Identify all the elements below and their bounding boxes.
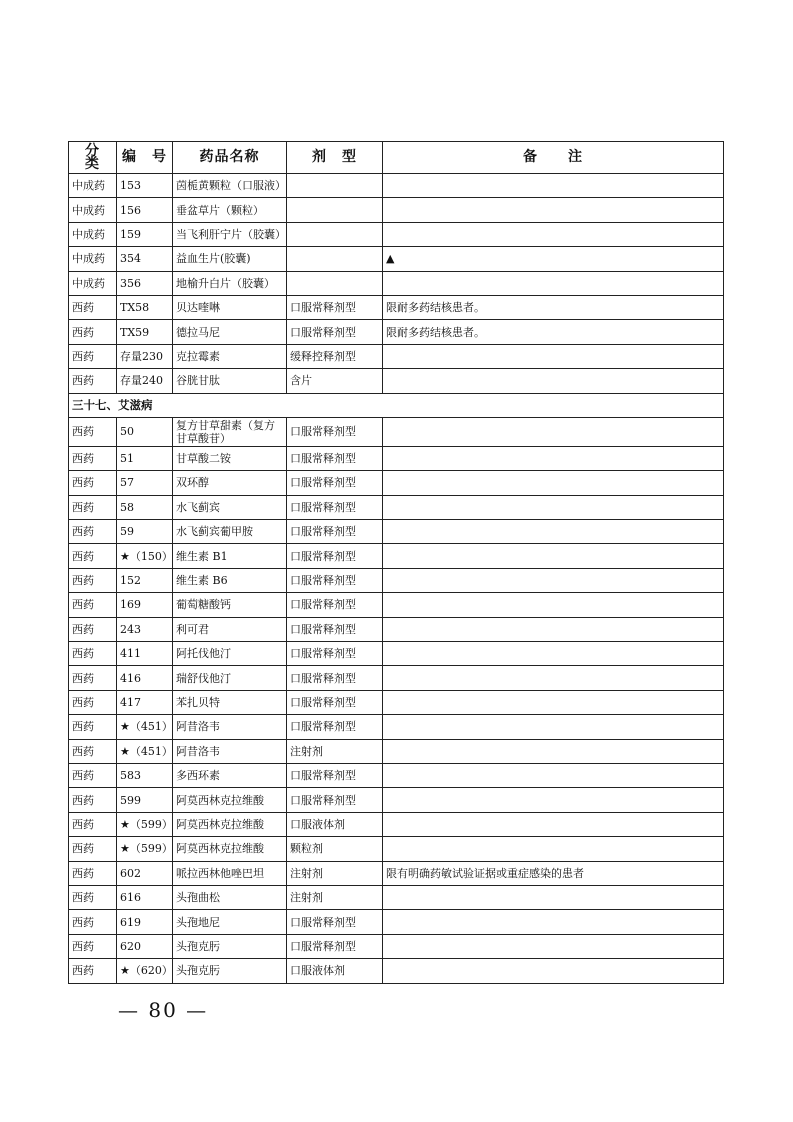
page-number: — 80 — [118, 998, 209, 1022]
cell-code: ★（599） [117, 837, 173, 861]
table-row [69, 446, 724, 470]
cell-remarks [383, 174, 724, 198]
cell-drug-name: 克拉霉素 [173, 344, 287, 368]
cell-code: ★（451） [117, 715, 173, 739]
cell-remarks [383, 617, 724, 641]
table-row [69, 934, 724, 958]
cell-code: 411 [117, 642, 173, 666]
table-row [69, 788, 724, 812]
cell-dosage-form: 口服常释剂型 [287, 617, 383, 641]
table-row [69, 593, 724, 617]
cell-category: 西药 [69, 690, 117, 714]
cell-remarks: 限耐多药结核患者。 [383, 295, 724, 319]
table-row [69, 690, 724, 714]
cell-dosage-form: 注射剂 [287, 861, 383, 885]
cell-drug-name: 垂盆草片（颗粒） [173, 198, 287, 222]
cell-dosage-form: 口服常释剂型 [287, 690, 383, 714]
cell-code: ★（451） [117, 739, 173, 763]
header-code: 编 号 [117, 142, 173, 174]
table-row [69, 471, 724, 495]
cell-remarks [383, 690, 724, 714]
cell-remarks [383, 369, 724, 393]
cell-dosage-form: 口服常释剂型 [287, 788, 383, 812]
cell-drug-name: 贝达喹啉 [173, 295, 287, 319]
section-body [69, 393, 724, 417]
cell-code: 159 [117, 222, 173, 246]
cell-drug-name: 地榆升白片（胶囊） [173, 271, 287, 295]
cell-dosage-form [287, 174, 383, 198]
cell-drug-name: 水飞蓟宾 [173, 495, 287, 519]
cell-category: 西药 [69, 568, 117, 592]
cell-category: 西药 [69, 788, 117, 812]
cell-drug-name: 水飞蓟宾葡甲胺 [173, 520, 287, 544]
cell-drug-name: 哌拉西林他唑巴坦 [173, 861, 287, 885]
table-body-before [69, 174, 724, 394]
cell-drug-name: 葡萄糖酸钙 [173, 593, 287, 617]
cell-dosage-form: 口服液体剂 [287, 959, 383, 983]
cell-dosage-form: 口服常释剂型 [287, 471, 383, 495]
cell-code: 354 [117, 247, 173, 271]
cell-code: 153 [117, 174, 173, 198]
cell-dosage-form: 颗粒剂 [287, 837, 383, 861]
cell-code: 619 [117, 910, 173, 934]
table-row [69, 174, 724, 198]
cell-category: 西药 [69, 812, 117, 836]
cell-remarks: 限有明确药敏试验证据或重症感染的患者 [383, 861, 724, 885]
cell-dosage-form: 口服常释剂型 [287, 568, 383, 592]
cell-category: 西药 [69, 544, 117, 568]
cell-category: 西药 [69, 910, 117, 934]
cell-category: 西药 [69, 642, 117, 666]
cell-drug-name: 阿昔洛韦 [173, 739, 287, 763]
cell-code: 58 [117, 495, 173, 519]
table-row [69, 369, 724, 393]
cell-dosage-form: 口服常释剂型 [287, 320, 383, 344]
table-row [69, 885, 724, 909]
cell-dosage-form: 口服常释剂型 [287, 544, 383, 568]
table-row [69, 763, 724, 787]
cell-remarks [383, 885, 724, 909]
cell-remarks [383, 812, 724, 836]
cell-remarks [383, 763, 724, 787]
cell-remarks [383, 959, 724, 983]
table-row [69, 271, 724, 295]
cell-code: 169 [117, 593, 173, 617]
table-row [69, 198, 724, 222]
cell-remarks [383, 568, 724, 592]
cell-remarks [383, 666, 724, 690]
cell-remarks [383, 642, 724, 666]
table-row [69, 247, 724, 271]
cell-category: 西药 [69, 837, 117, 861]
cell-remarks [383, 198, 724, 222]
cell-drug-name: 维生素 B1 [173, 544, 287, 568]
table-row [69, 295, 724, 319]
cell-category: 西药 [69, 934, 117, 958]
table-row [69, 544, 724, 568]
cell-code: 存量240 [117, 369, 173, 393]
cell-drug-name: 复方甘草甜素（复方甘草酸苷） [173, 417, 287, 446]
cell-category: 中成药 [69, 174, 117, 198]
cell-dosage-form: 注射剂 [287, 885, 383, 909]
header-remarks: 备 注 [383, 142, 724, 174]
table-body-after [69, 417, 724, 983]
header-category: 分 类 [69, 142, 117, 174]
cell-dosage-form: 口服液体剂 [287, 812, 383, 836]
cell-dosage-form: 注射剂 [287, 739, 383, 763]
header-drug-name: 药品名称 [173, 142, 287, 174]
cell-code: TX58 [117, 295, 173, 319]
table-row [69, 837, 724, 861]
cell-category: 西药 [69, 861, 117, 885]
cell-drug-name: 谷胱甘肽 [173, 369, 287, 393]
cell-drug-name: 阿莫西林克拉维酸 [173, 788, 287, 812]
cell-code: 243 [117, 617, 173, 641]
cell-dosage-form: 口服常释剂型 [287, 495, 383, 519]
table-row [69, 617, 724, 641]
cell-dosage-form: 口服常释剂型 [287, 934, 383, 958]
cell-remarks [383, 715, 724, 739]
table-row [69, 495, 724, 519]
table-row [69, 568, 724, 592]
cell-category: 西药 [69, 446, 117, 470]
section-row [69, 393, 724, 417]
cell-code: 存量230 [117, 344, 173, 368]
cell-category: 西药 [69, 885, 117, 909]
cell-dosage-form: 口服常释剂型 [287, 910, 383, 934]
cell-remarks: 限耐多药结核患者。 [383, 320, 724, 344]
cell-remarks [383, 934, 724, 958]
cell-dosage-form: 口服常释剂型 [287, 642, 383, 666]
cell-dosage-form [287, 271, 383, 295]
cell-dosage-form: 缓释控释剂型 [287, 344, 383, 368]
cell-category: 中成药 [69, 222, 117, 246]
table-row [69, 417, 724, 446]
cell-dosage-form [287, 222, 383, 246]
cell-code: 616 [117, 885, 173, 909]
cell-drug-name: 当飞利肝宁片（胶囊） [173, 222, 287, 246]
header-dosage-form: 剂 型 [287, 142, 383, 174]
cell-dosage-form: 口服常释剂型 [287, 715, 383, 739]
cell-remarks [383, 344, 724, 368]
cell-drug-name: 茵栀黄颗粒（口服液） [173, 174, 287, 198]
cell-dosage-form [287, 198, 383, 222]
table-row [69, 812, 724, 836]
table-row [69, 520, 724, 544]
cell-remarks [383, 471, 724, 495]
cell-code: 416 [117, 666, 173, 690]
cell-code: 57 [117, 471, 173, 495]
cell-code: 620 [117, 934, 173, 958]
table-row [69, 666, 724, 690]
cell-category: 西药 [69, 417, 117, 446]
cell-drug-name: 双环醇 [173, 471, 287, 495]
cell-category: 西药 [69, 369, 117, 393]
cell-category: 西药 [69, 593, 117, 617]
cell-dosage-form: 口服常释剂型 [287, 446, 383, 470]
cell-category: 中成药 [69, 271, 117, 295]
cell-category: 西药 [69, 295, 117, 319]
cell-drug-name: 头孢地尼 [173, 910, 287, 934]
cell-remarks [383, 593, 724, 617]
cell-drug-name: 头孢克肟 [173, 934, 287, 958]
cell-drug-name: 头孢曲松 [173, 885, 287, 909]
cell-category: 西药 [69, 344, 117, 368]
cell-code: ★（599） [117, 812, 173, 836]
cell-code: TX59 [117, 320, 173, 344]
cell-drug-name: 甘草酸二铵 [173, 446, 287, 470]
cell-drug-name: 阿托伐他汀 [173, 642, 287, 666]
cell-drug-name: 利可君 [173, 617, 287, 641]
cell-remarks [383, 222, 724, 246]
cell-dosage-form: 口服常释剂型 [287, 417, 383, 446]
cell-code: 599 [117, 788, 173, 812]
cell-code: 417 [117, 690, 173, 714]
table-row [69, 959, 724, 983]
cell-dosage-form: 口服常释剂型 [287, 520, 383, 544]
cell-remarks [383, 495, 724, 519]
cell-category: 西药 [69, 495, 117, 519]
cell-dosage-form [287, 247, 383, 271]
cell-code: ★（620） [117, 959, 173, 983]
cell-code: 50 [117, 417, 173, 446]
cell-dosage-form: 口服常释剂型 [287, 295, 383, 319]
table-row [69, 642, 724, 666]
table-row [69, 910, 724, 934]
cell-category: 西药 [69, 666, 117, 690]
cell-drug-name: 维生素 B6 [173, 568, 287, 592]
cell-category: 西药 [69, 739, 117, 763]
cell-drug-name: 德拉马尼 [173, 320, 287, 344]
table-row [69, 715, 724, 739]
cell-remarks [383, 446, 724, 470]
cell-category: 西药 [69, 520, 117, 544]
cell-code: 152 [117, 568, 173, 592]
table-header-row [69, 142, 724, 174]
cell-code: 602 [117, 861, 173, 885]
cell-dosage-form: 口服常释剂型 [287, 593, 383, 617]
cell-dosage-form: 口服常释剂型 [287, 666, 383, 690]
cell-remarks [383, 520, 724, 544]
cell-remarks [383, 837, 724, 861]
cell-remarks [383, 544, 724, 568]
cell-drug-name: 头孢克肟 [173, 959, 287, 983]
cell-category: 西药 [69, 715, 117, 739]
cell-code: 583 [117, 763, 173, 787]
cell-code: 156 [117, 198, 173, 222]
table-row [69, 320, 724, 344]
section-title: 三十七、艾滋病 [69, 393, 724, 417]
cell-code: 356 [117, 271, 173, 295]
cell-category: 西药 [69, 471, 117, 495]
drug-table [68, 141, 724, 984]
cell-drug-name: 阿莫西林克拉维酸 [173, 837, 287, 861]
cell-category: 中成药 [69, 247, 117, 271]
cell-drug-name: 阿莫西林克拉维酸 [173, 812, 287, 836]
cell-code: ★（150） [117, 544, 173, 568]
cell-category: 西药 [69, 763, 117, 787]
cell-remarks [383, 788, 724, 812]
cell-remarks: ▲ [383, 247, 724, 271]
cell-remarks [383, 417, 724, 446]
cell-drug-name: 多西环素 [173, 763, 287, 787]
cell-drug-name: 苯扎贝特 [173, 690, 287, 714]
cell-code: 51 [117, 446, 173, 470]
cell-drug-name: 阿昔洛韦 [173, 715, 287, 739]
cell-category: 西药 [69, 959, 117, 983]
cell-remarks [383, 910, 724, 934]
cell-drug-name: 益血生片(胶囊) [173, 247, 287, 271]
cell-dosage-form: 口服常释剂型 [287, 763, 383, 787]
table-row [69, 739, 724, 763]
cell-remarks [383, 271, 724, 295]
cell-code: 59 [117, 520, 173, 544]
cell-drug-name: 瑞舒伐他汀 [173, 666, 287, 690]
cell-dosage-form: 含片 [287, 369, 383, 393]
table-row [69, 222, 724, 246]
table-row [69, 344, 724, 368]
table-row [69, 861, 724, 885]
cell-category: 西药 [69, 320, 117, 344]
cell-remarks [383, 739, 724, 763]
cell-category: 中成药 [69, 198, 117, 222]
cell-category: 西药 [69, 617, 117, 641]
